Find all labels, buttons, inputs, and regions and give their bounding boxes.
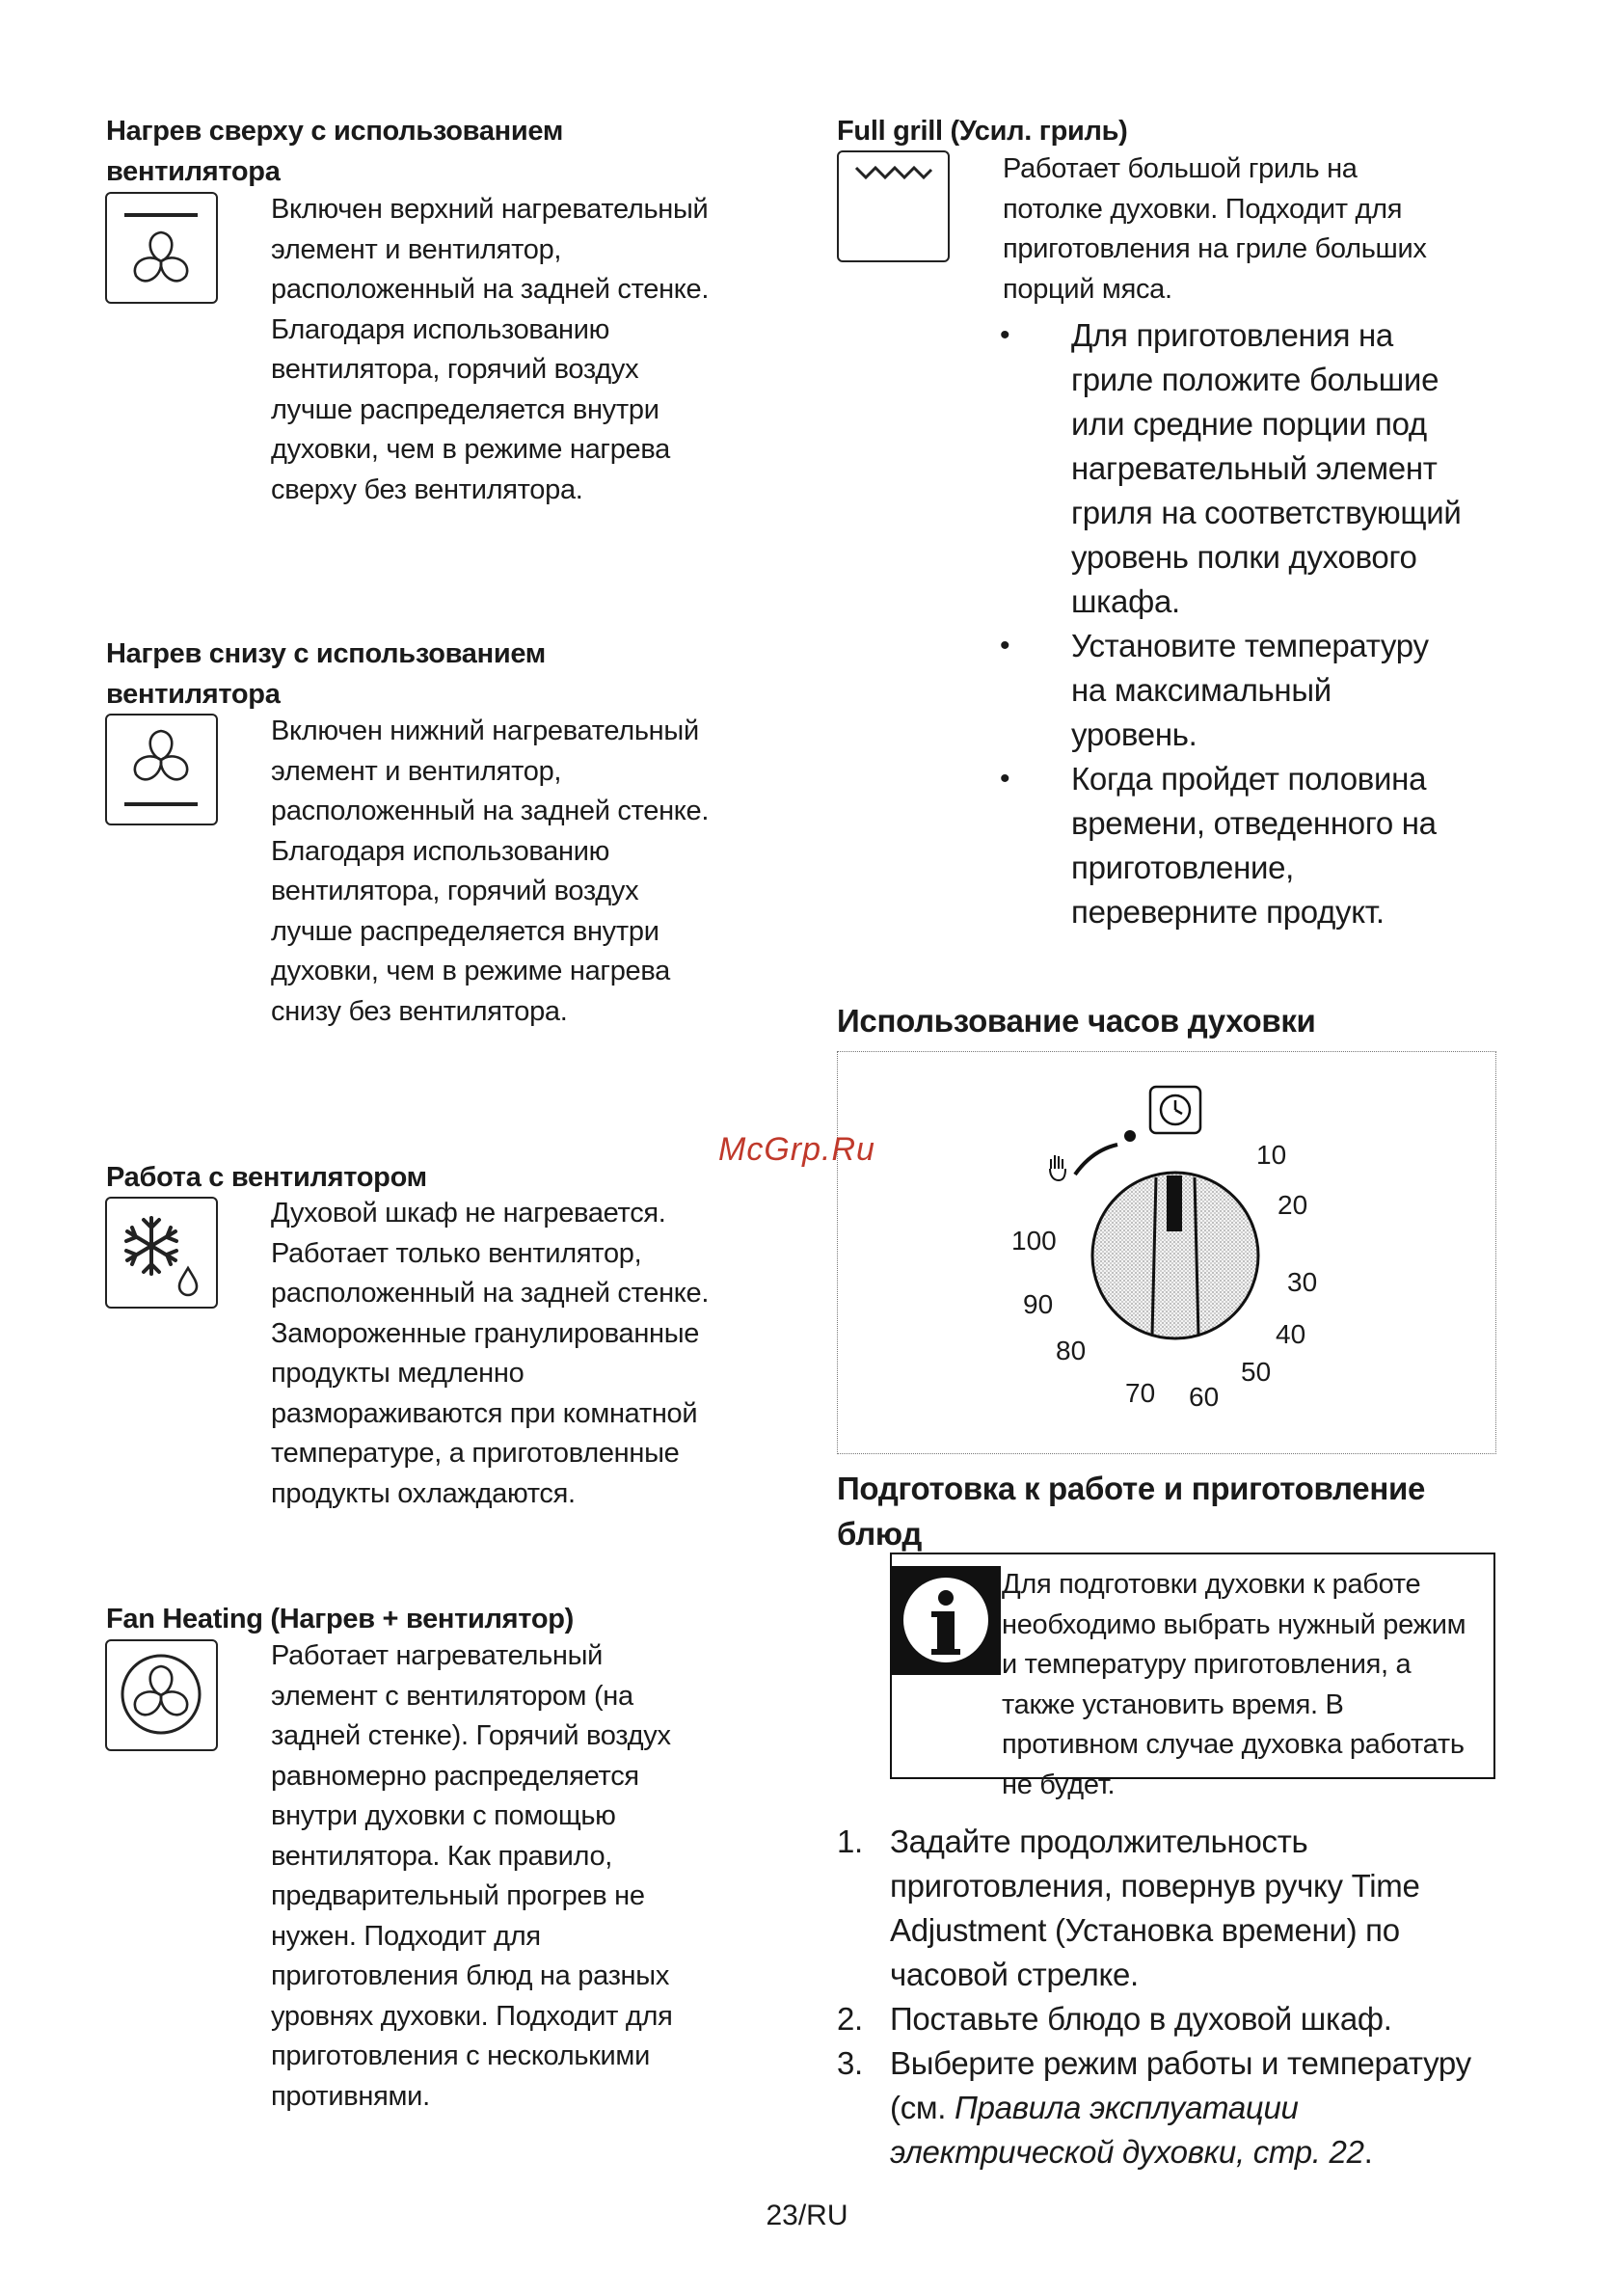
- defrost-icon: [105, 1197, 218, 1309]
- section-title-fan-only: Работа с вентилятором: [106, 1162, 427, 1193]
- section-title-clock: Использование часов духовки: [837, 1003, 1316, 1039]
- timer-dial[interactable]: [1092, 1173, 1258, 1338]
- dial-label-30: 30: [1287, 1267, 1318, 1297]
- list-item: • Когда пройдет половина времени, отведенного на приготовление, переверните продукт.: [1000, 761, 1437, 930]
- section-title-top-fan: Нагрев сверху с использованием вентилятора: [106, 116, 564, 187]
- section-text-bottom-fan: Включен нижний нагревательный элемент и вентилятор, расположенный на задней стенке. Благодаря использованию вентилятора, горячий воздух лучше распределяется внутри духовки, чем в режиме нагрева снизу без вентилятора.: [271, 716, 710, 1027]
- list-item: 2. Поставьте блюдо в духовой шкаф.: [837, 2001, 1392, 2037]
- section-text-fan-only: Духовой шкаф не нагревается. Работает только вентилятор, расположенный на задней стенке. Замороженные гранулированные продукты медленно размораживаются при комнатной температуре, а приготовленные продукты охлаждаются.: [271, 1198, 710, 1509]
- dial-label-80: 80: [1056, 1336, 1087, 1365]
- section-title-prep: Подготовка к работе и приготовление блюд: [837, 1471, 1426, 1552]
- timer-clock-icon: [1150, 1087, 1200, 1133]
- dial-label-70: 70: [1125, 1378, 1156, 1408]
- dial-label-100: 100: [1011, 1226, 1057, 1256]
- section-text-fan-heating: Работает нагревательный элемент с вентилятором (на задней стенке). Горячий воздух равномерно распределяется внутри духовки с помощью вентилятора. Как правило, предварительный прогрев не нужен. Подходит для приготовления блюд на разных уровнях духовки. Подходит для приготовления с несколькими противнями.: [271, 1640, 673, 2112]
- dial-label-40: 40: [1276, 1319, 1306, 1349]
- hand-icon: [1050, 1155, 1065, 1180]
- dial-label-90: 90: [1023, 1289, 1054, 1319]
- fan-top-heat-icon: [105, 192, 218, 304]
- dial-label-20: 20: [1278, 1190, 1308, 1220]
- page-number: 23/RU: [766, 2200, 848, 2231]
- dial-label-50: 50: [1241, 1357, 1272, 1387]
- section-title-bottom-fan: Нагрев снизу с использованием вентилятора: [106, 638, 546, 710]
- section-title-fan-heating: Fan Heating (Нагрев + вентилятор): [106, 1604, 575, 1634]
- dial-label-60: 60: [1189, 1382, 1220, 1412]
- info-text: Для подготовки духовки к работе необходимо выбрать нужный режим и температуру приготовления, а также установить время. В противном случае духовка работать не будет.: [1002, 1569, 1466, 1800]
- info-icon: [892, 1566, 1001, 1675]
- info-note: [890, 1553, 1495, 1800]
- full-grill-icon: [837, 150, 950, 262]
- list-item: • Установите температуру на максимальный уровень.: [1000, 628, 1429, 752]
- section-text-full-grill: Работает большой гриль на потолке духовки. Подходит для приготовления на гриле больших порций мяса.: [1003, 153, 1427, 305]
- fan-heating-icon: [105, 1639, 218, 1751]
- list-item: 3. Выберите режим работы и температуру (см. Правила эксплуатации электрической духовки, стр. 22.: [837, 2045, 1471, 2170]
- fan-bottom-heat-icon: [105, 714, 218, 825]
- list-item: 1. Задайте продолжительность приготовления, повернув ручку Time Adjustment (Установка времени) по часовой стрелке.: [837, 1823, 1420, 1992]
- timer-diagram: [837, 1051, 1496, 1454]
- section-text-top-fan: Включен верхний нагревательный элемент и вентилятор, расположенный на задней стенке. Благодаря использованию вентилятора, горячий воздух лучше распределяется внутри духовки, чем в режиме нагрева сверху без вентилятора.: [271, 194, 710, 505]
- list-item: • Для приготовления на гриле положите большие или средние порции под нагревательный элемент гриля на соответствующий уровень полки духового шкафа.: [1000, 317, 1462, 619]
- dial-label-10: 10: [1256, 1140, 1287, 1170]
- watermark: McGrp.Ru: [718, 1131, 875, 1168]
- section-title-full-grill: Full grill (Усил. гриль): [837, 116, 1128, 147]
